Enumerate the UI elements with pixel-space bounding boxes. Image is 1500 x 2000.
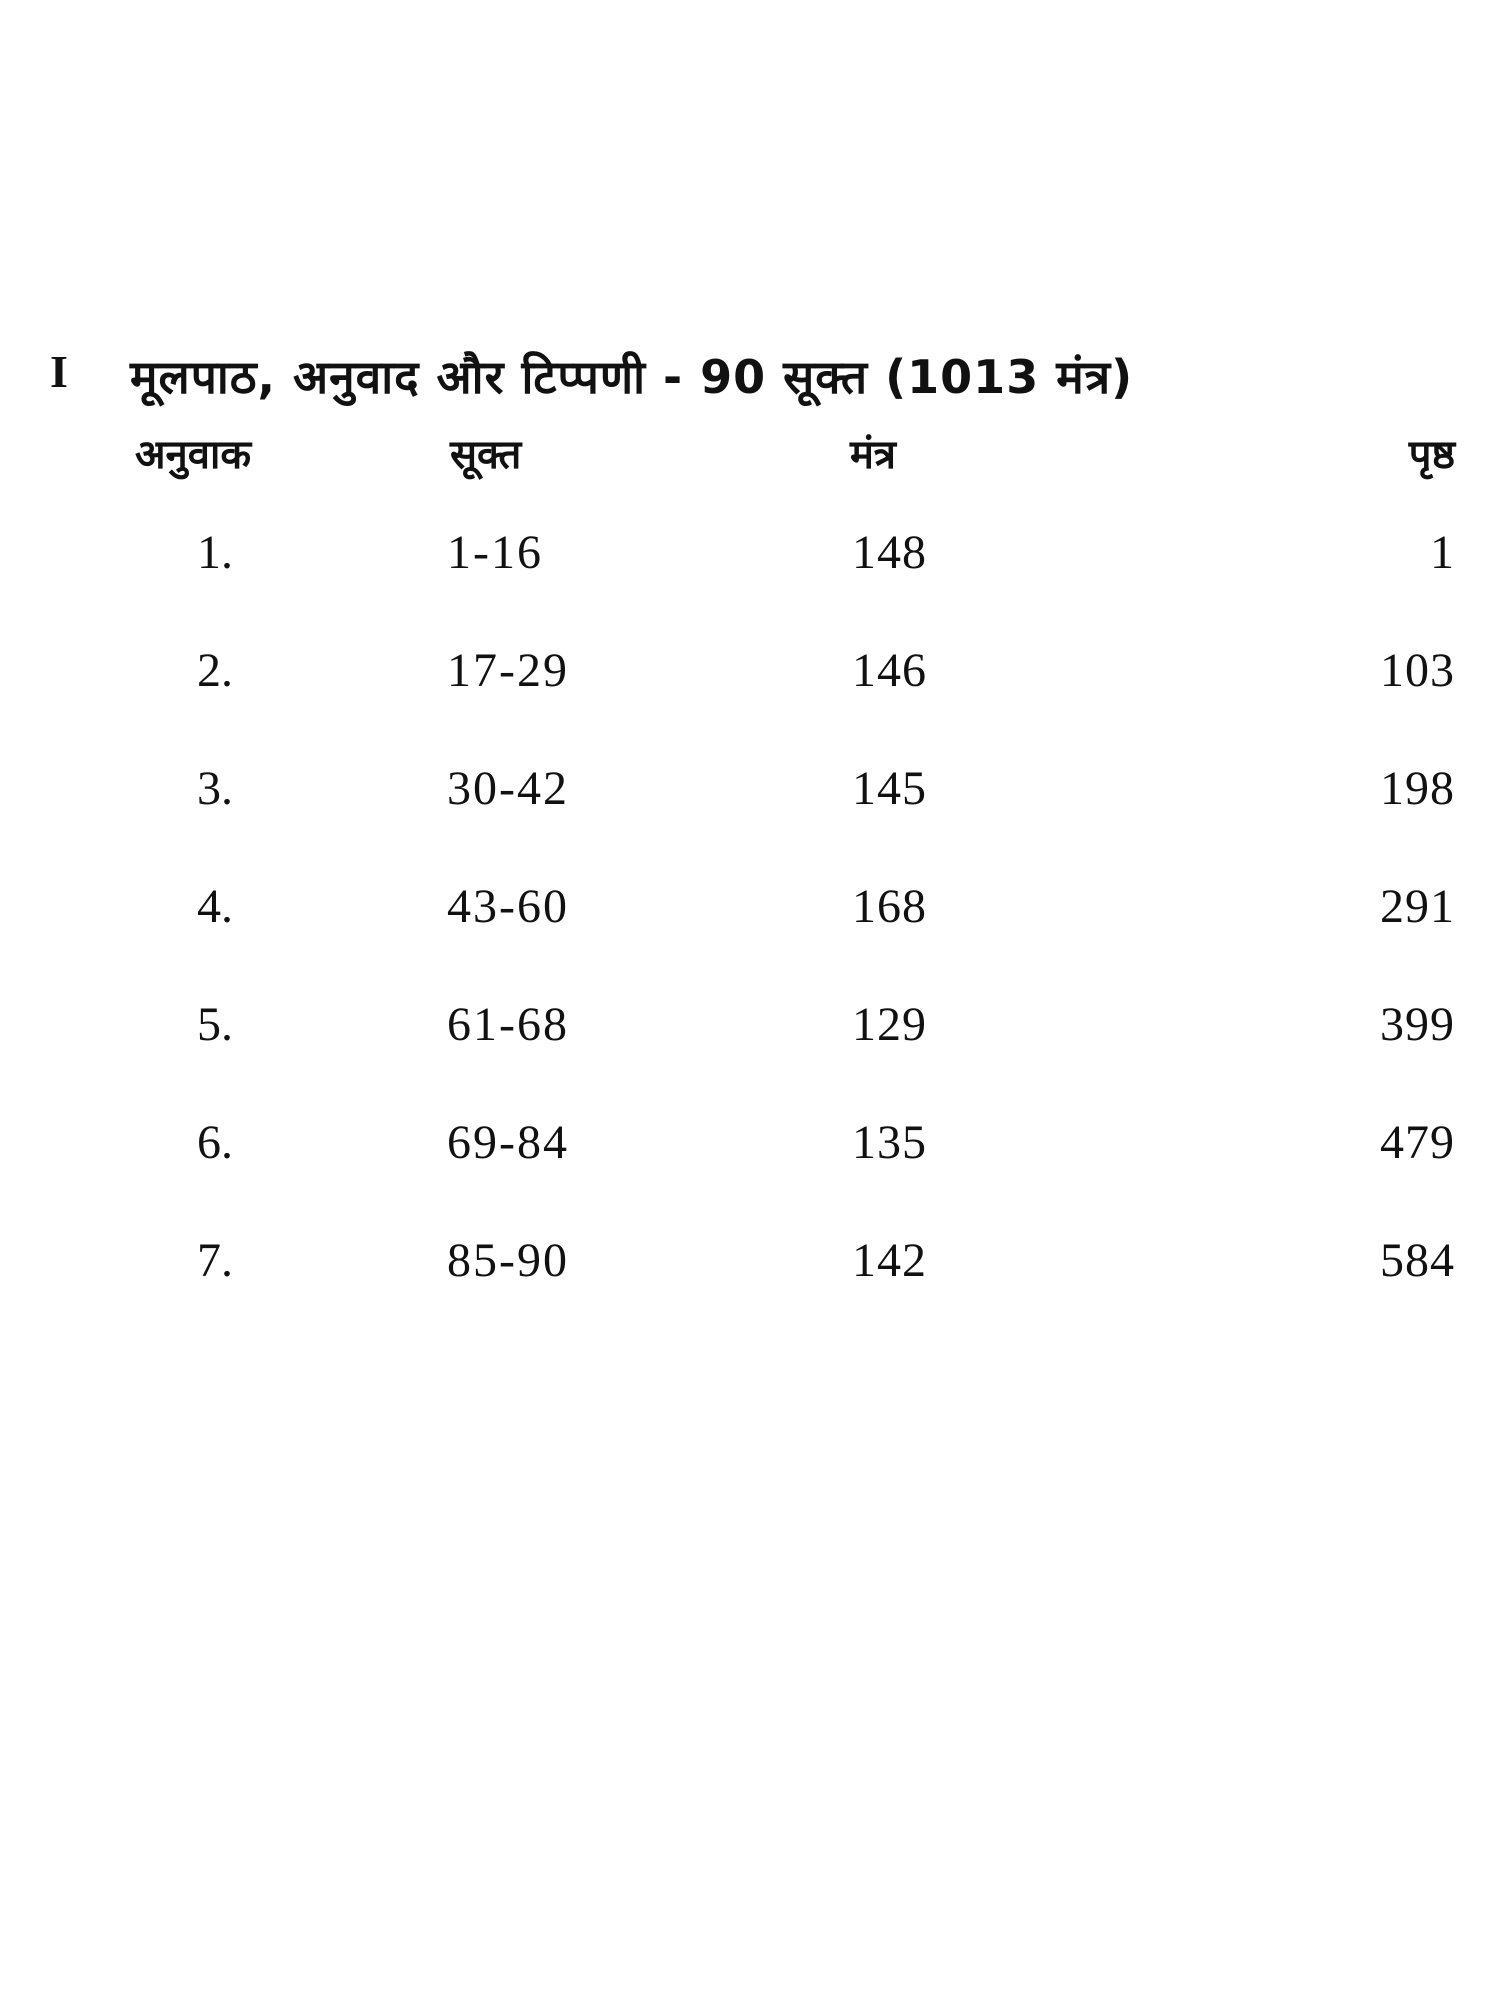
sukta-cell: 61-68 xyxy=(447,998,569,1051)
anuvak-cell: 4. xyxy=(197,880,233,933)
page-cell: 399 xyxy=(1380,998,1455,1051)
anuvak-cell: 5. xyxy=(197,998,233,1051)
sukta-cell: 69-84 xyxy=(447,1116,569,1169)
anuvak-cell: 6. xyxy=(197,1116,233,1169)
header-page: पृष्ठ xyxy=(1408,432,1455,478)
anuvak-cell: 2. xyxy=(197,644,233,697)
sukta-cell: 30-42 xyxy=(447,762,569,815)
header-anuvak: अनुवाक xyxy=(135,432,252,478)
page-cell: 584 xyxy=(1380,1234,1455,1287)
table-row xyxy=(0,997,1500,1057)
table-row xyxy=(0,1115,1500,1175)
section-title: मूलपाठ, अनुवाद और टिप्पणी - 90 सूक्त (1013 मंत्र) xyxy=(130,350,1134,404)
page-cell: 1 xyxy=(1430,526,1455,579)
table-row xyxy=(0,761,1500,821)
section-heading xyxy=(50,345,1450,405)
mantra-cell: 146 xyxy=(852,644,927,697)
anuvak-cell: 3. xyxy=(197,762,233,815)
page-cell: 103 xyxy=(1380,644,1455,697)
mantra-cell: 148 xyxy=(852,526,927,579)
mantra-cell: 135 xyxy=(852,1116,927,1169)
page-cell: 479 xyxy=(1380,1116,1455,1169)
header-sukta: सूक्त xyxy=(450,432,522,478)
mantra-cell: 145 xyxy=(852,762,927,815)
table-header-row xyxy=(0,425,1500,485)
header-mantra: मंत्र xyxy=(850,432,896,478)
page-cell: 291 xyxy=(1380,880,1455,933)
mantra-cell: 168 xyxy=(852,880,927,933)
table-row xyxy=(0,643,1500,703)
section-number: I xyxy=(50,346,68,397)
sukta-cell: 17-29 xyxy=(447,644,569,697)
sukta-cell: 1-16 xyxy=(447,526,543,579)
table-row xyxy=(0,525,1500,585)
anuvak-cell: 1. xyxy=(197,526,233,579)
table-row xyxy=(0,879,1500,939)
table-row xyxy=(0,1233,1500,1293)
mantra-cell: 129 xyxy=(852,998,927,1051)
anuvak-cell: 7. xyxy=(197,1234,233,1287)
sukta-cell: 43-60 xyxy=(447,880,569,933)
mantra-cell: 142 xyxy=(852,1234,927,1287)
sukta-cell: 85-90 xyxy=(447,1234,569,1287)
page-cell: 198 xyxy=(1380,762,1455,815)
